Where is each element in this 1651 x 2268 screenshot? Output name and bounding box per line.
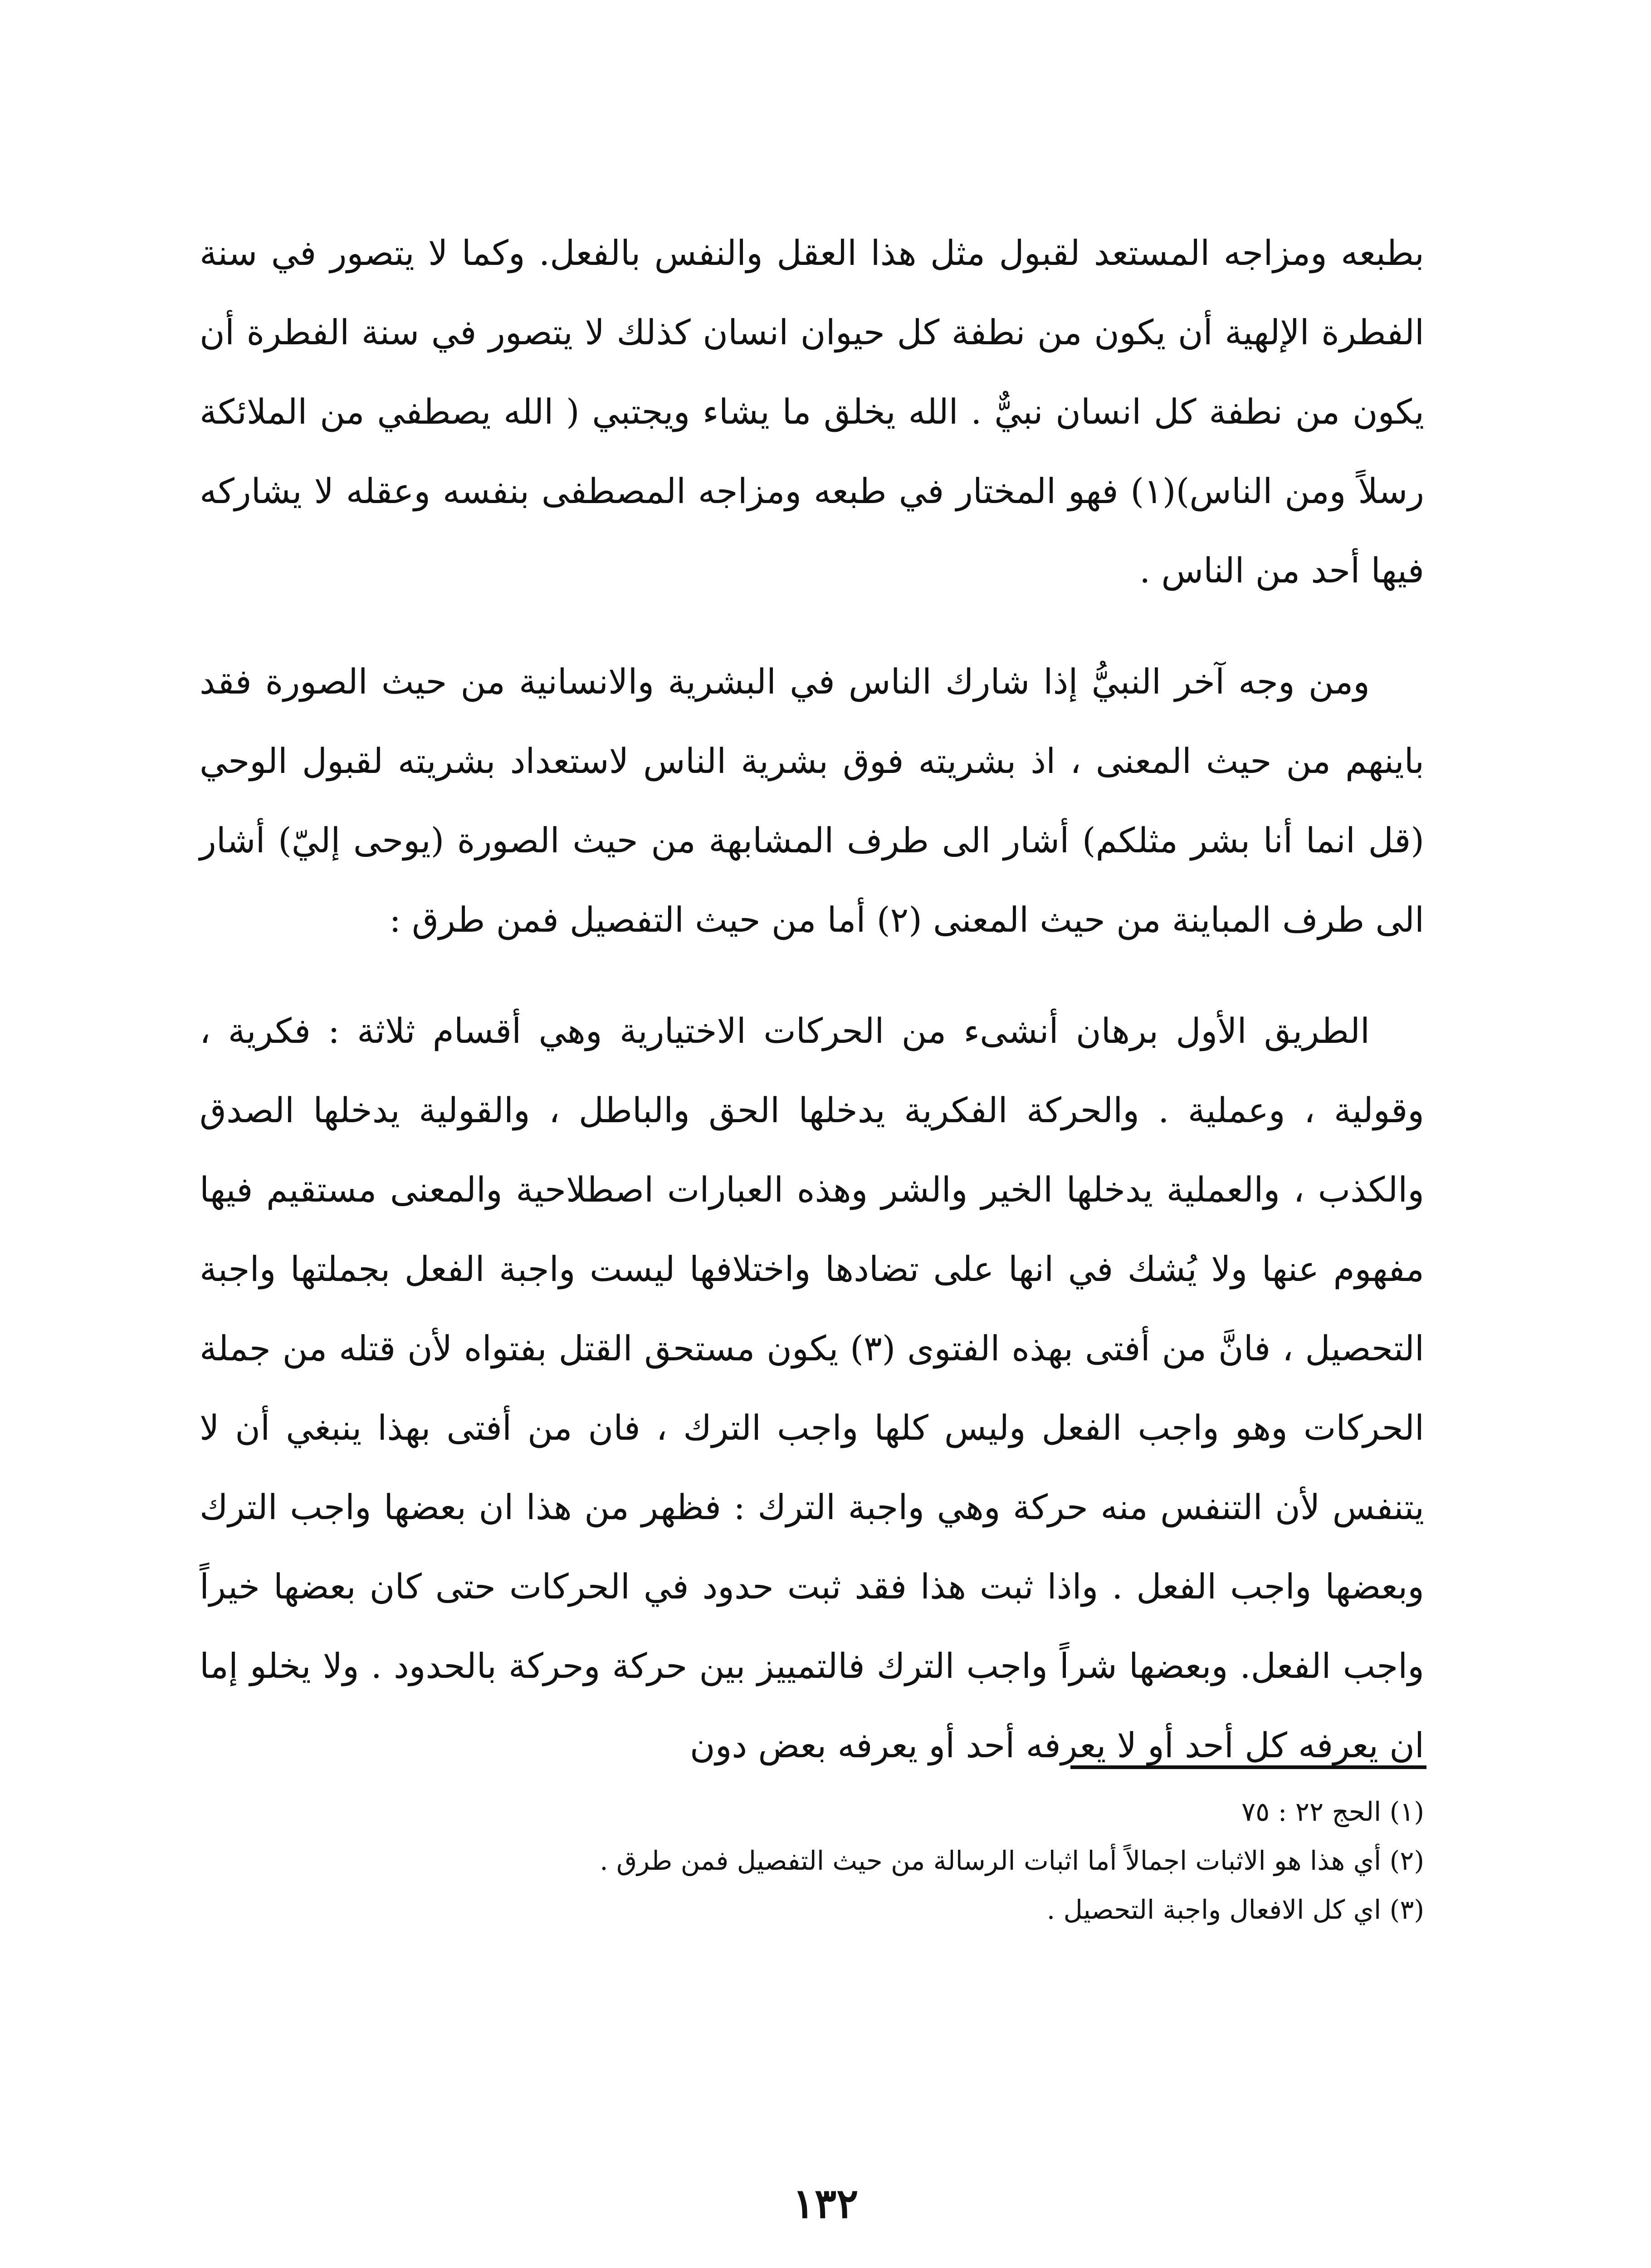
footnote-divider [1070,1765,1426,1769]
page-number: ١٣٢ [792,2180,859,2228]
paragraph-1: بطبعه ومزاجه المستعد لقبول مثل هذا العقل والنفس بالفعل. وكما لا يتصور في سنة الفطرة الإلهية أن يكون من نطفة كل حيوان انسان كذلك لا يتصور في سنة الفطرة أن يكون من نطفة كل انسان نبيٌّ . الله يخلق ما يشاء ويجتبي ( الله يصطفي من الملائكة رسلاً ومن الناس)(١) فهو المختار في طبعه ومزاجه المصطفى بنفسه وعقله لا يشاركه فيها أحد من الناس . [200,233,1424,591]
footnote-1: (١) الحج ٢٢ : ٧٥ [1241,1796,1424,1827]
footnotes [200,1787,1424,1934]
paragraph-2: ومن وجه آخر النبيُّ إذا شارك الناس في البشرية والانسانية من حيث الصورة فقد باينهم من حيث المعنى ، اذ بشريته فوق بشرية الناس لاستعداد بشريته لقبول الوحي (قل انما أنا بشر مثلكم) أشار الى طرف المشابهة من حيث الصورة (يوحى إليّ) أشار الى طرف المباينة من حيث المعنى (٢) أما من حيث التفصيل فمن طرق : [200,661,1424,940]
footnote-3: (٣) اي كل الافعال واجبة التحصيل . [1046,1894,1424,1925]
paragraph-3: الطريق الأول برهان أنشىء من الحركات الاختيارية وهي أقسام ثلاثة : فكرية ، وقولية ، وعملية . والحركة الفكرية يدخلها الحق والباطل ، والقولية يدخلها الصدق والكذب ، والعملية يدخلها الخير والشر وهذه العبارات اصطلاحية والمعنى مستقيم فيها مفهوم عنها ولا يُشك في انها على تضادها واختلافها ليست واجبة الفعل بجملتها واجبة التحصيل ، فانَّ من أفتى بهذه الفتوى (٣) يكون مستحق القتل بفتواه لأن قتله من جملة الحركات وهو واجب الفعل وليس كلها واجب الترك ، فان من أفتى بهذا ينبغي أن لا يتنفس لأن التنفس منه حركة وهي واجبة الترك : فظهر من هذا ان بعضها واجب الترك وبعضها واجب الفعل . واذا ثبت هذا فقد ثبت حدود في الحركات حتى كان بعضها خيراً واجب الفعل. وبعضها شراً واجب الترك فالتمييز بين حركة وحركة بالحدود . ولا يخلو إما ان يعرفه كل أحد أو لا يعرفه أحد أو يعرفه بعض دون [200,1011,1424,1765]
footnote-2: (٢) أي هذا هو الاثبات اجمالاً أما اثبات الرسالة من حيث التفصيل فمن طرق . [600,1845,1424,1876]
main-text [200,213,1424,1785]
